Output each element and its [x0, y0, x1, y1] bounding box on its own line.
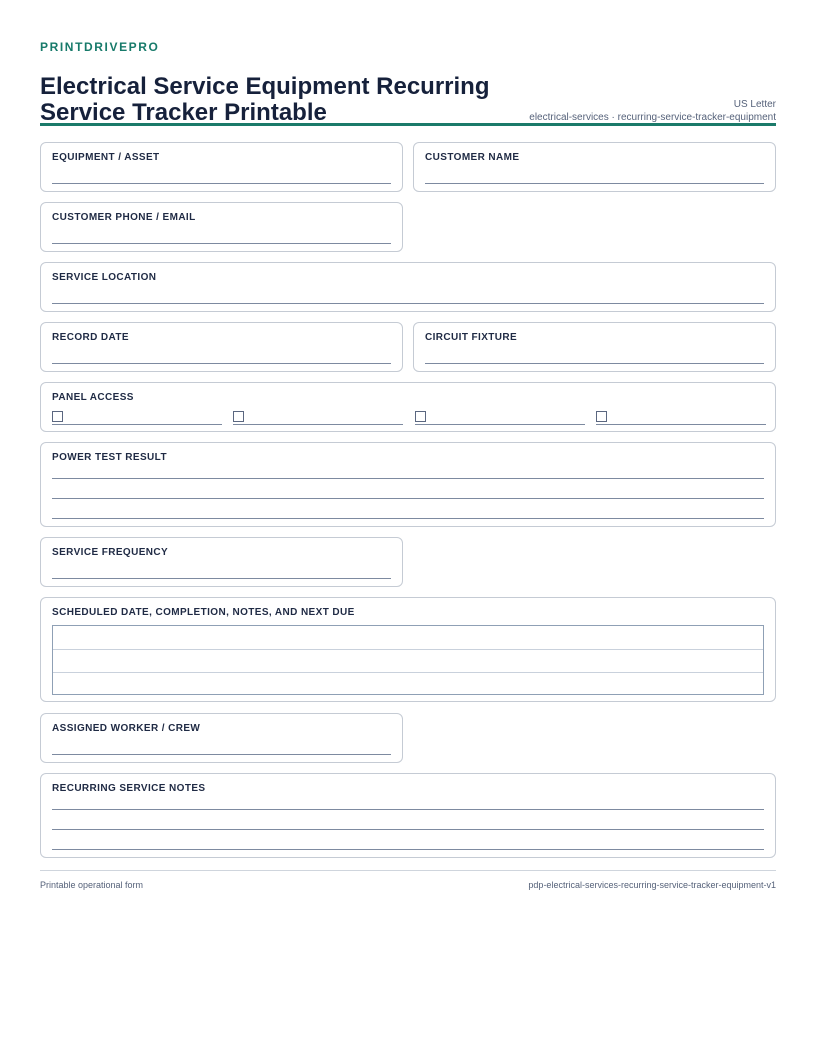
recurring-notes-label: RECURRING SERVICE NOTES — [52, 783, 206, 794]
assigned-worker-write-line[interactable] — [52, 754, 391, 755]
customer-name-field[interactable] — [413, 142, 776, 192]
equipment-label: EQUIPMENT / ASSET — [52, 152, 160, 163]
power-test-field[interactable] — [40, 442, 776, 527]
recurring-notes-write-line-3[interactable] — [52, 849, 764, 850]
power-test-write-line-1[interactable] — [52, 478, 764, 479]
service-location-write-line[interactable] — [52, 303, 764, 304]
assigned-worker-label: ASSIGNED WORKER / CREW — [52, 723, 201, 734]
checkbox-icon[interactable] — [52, 411, 63, 422]
brand-name: PRINTDRIVEPRO — [40, 40, 160, 54]
option-write-line — [596, 424, 766, 425]
record-date-field[interactable] — [40, 322, 403, 372]
assigned-worker-field[interactable] — [40, 713, 403, 763]
service-location-label: SERVICE LOCATION — [52, 272, 157, 283]
page-footer — [40, 870, 776, 890]
schedule-table — [52, 625, 764, 695]
circuit-fixture-write-line[interactable] — [425, 363, 764, 364]
panel-access-option-1[interactable] — [52, 411, 222, 424]
customer-contact-field[interactable] — [40, 202, 403, 252]
schedule-table-field — [40, 597, 776, 702]
circuit-fixture-field[interactable] — [413, 322, 776, 372]
schedule-table-label: SCHEDULED DATE, COMPLETION, NOTES, AND NEXT DUE — [52, 607, 355, 618]
panel-access-option-4[interactable] — [596, 411, 766, 424]
panel-access-option-2[interactable] — [233, 411, 403, 424]
checkbox-icon[interactable] — [596, 411, 607, 422]
footer-form-id: pdp-electrical-services-recurring-service-tracker-equipment-v1 — [528, 880, 776, 890]
panel-access-field — [40, 382, 776, 432]
equipment-write-line[interactable] — [52, 183, 391, 184]
paper-size: US Letter — [733, 99, 776, 110]
form-tags: electrical-services · recurring-service-tracker-equipment — [529, 112, 776, 123]
panel-access-label: PANEL ACCESS — [52, 392, 134, 403]
table-row-divider — [53, 672, 763, 673]
recurring-notes-field[interactable] — [40, 773, 776, 858]
record-date-label: RECORD DATE — [52, 332, 129, 343]
service-frequency-write-line[interactable] — [52, 578, 391, 579]
checkbox-icon[interactable] — [415, 411, 426, 422]
title-line-1: Electrical Service Equipment Recurring — [40, 73, 490, 100]
service-frequency-label: SERVICE FREQUENCY — [52, 547, 169, 558]
option-write-line — [52, 424, 222, 425]
page-header — [40, 54, 776, 126]
page-title — [40, 74, 520, 126]
panel-access-option-3[interactable] — [415, 411, 585, 424]
power-test-label: POWER TEST RESULT — [52, 452, 167, 463]
title-line-2: Service Tracker Printable — [40, 99, 327, 126]
customer-name-write-line[interactable] — [425, 183, 764, 184]
power-test-write-line-2[interactable] — [52, 498, 764, 499]
customer-contact-label: CUSTOMER PHONE / EMAIL — [52, 212, 196, 223]
page-meta — [529, 98, 776, 124]
checkbox-icon[interactable] — [233, 411, 244, 422]
circuit-fixture-label: CIRCUIT FIXTURE — [425, 332, 518, 343]
equipment-field[interactable] — [40, 142, 403, 192]
option-write-line — [415, 424, 585, 425]
customer-name-label: CUSTOMER NAME — [425, 152, 520, 163]
customer-contact-write-line[interactable] — [52, 243, 391, 244]
option-write-line — [233, 424, 403, 425]
service-frequency-field[interactable] — [40, 537, 403, 587]
table-row-divider — [53, 649, 763, 650]
recurring-notes-write-line-1[interactable] — [52, 809, 764, 810]
recurring-notes-write-line-2[interactable] — [52, 829, 764, 830]
form-page — [40, 40, 776, 126]
power-test-write-line-3[interactable] — [52, 518, 764, 519]
service-location-field[interactable] — [40, 262, 776, 312]
footer-left-text: Printable operational form — [40, 880, 144, 890]
record-date-write-line[interactable] — [52, 363, 391, 364]
